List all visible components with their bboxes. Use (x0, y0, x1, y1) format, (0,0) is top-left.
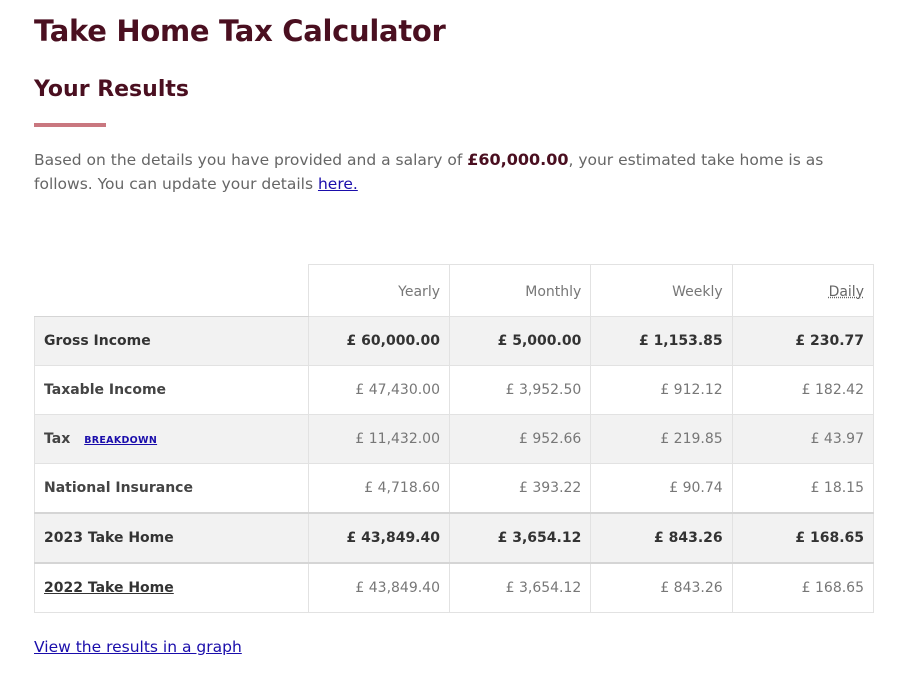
cell-yearly: £ 43,849.40 (308, 563, 449, 613)
cell-weekly: £ 90.74 (591, 464, 732, 514)
header-daily (732, 265, 873, 317)
cell-monthly: £ 3,654.12 (450, 513, 591, 563)
cell-daily: £ 168.65 (732, 563, 873, 613)
cell-yearly: £ 11,432.00 (308, 415, 449, 464)
cell-daily: £ 168.65 (732, 513, 873, 563)
cell-weekly: £ 843.26 (591, 563, 732, 613)
cell-weekly: £ 219.85 (591, 415, 732, 464)
intro-middle: , your estimated take home is as follows. You can update your details (34, 151, 824, 193)
row-label: Tax (44, 431, 71, 447)
results-table (34, 264, 874, 613)
row-label-cell (35, 563, 309, 613)
header-weekly: Weekly (591, 265, 732, 317)
cell-yearly: £ 43,849.40 (308, 513, 449, 563)
cell-monthly: £ 3,952.50 (450, 366, 591, 415)
table-row-national-insurance (35, 464, 874, 514)
accent-divider (34, 123, 106, 127)
intro-prefix: Based on the details you have provided and a salary of (34, 151, 468, 169)
cell-monthly: £ 393.22 (450, 464, 591, 514)
table-header-row (35, 265, 874, 317)
cell-yearly: £ 60,000.00 (308, 317, 449, 366)
row-label: Gross Income (35, 317, 309, 366)
cell-yearly: £ 4,718.60 (308, 464, 449, 514)
cell-monthly: £ 3,654.12 (450, 563, 591, 613)
cell-monthly: £ 952.66 (450, 415, 591, 464)
daily-abbr: Daily (828, 284, 864, 300)
update-details-link[interactable]: here. (317, 175, 358, 193)
header-monthly: Monthly (450, 265, 591, 317)
table-row-taxable-income (35, 366, 874, 415)
row-label: 2023 Take Home (35, 513, 309, 563)
table-row-gross-income (35, 317, 874, 366)
table-row-tax (35, 415, 874, 464)
row-label: National Insurance (35, 464, 309, 514)
cell-daily: £ 182.42 (732, 366, 873, 415)
cell-yearly: £ 47,430.00 (308, 366, 449, 415)
header-yearly: Yearly (308, 265, 449, 317)
cell-weekly: £ 912.12 (591, 366, 732, 415)
results-heading: Your Results (34, 77, 189, 102)
cell-weekly: £ 843.26 (591, 513, 732, 563)
row-label-cell (35, 415, 309, 464)
view-graph-link[interactable]: View the results in a graph (34, 638, 242, 656)
cell-monthly: £ 5,000.00 (450, 317, 591, 366)
page-title: Take Home Tax Calculator (34, 14, 446, 48)
salary-value: £60,000.00 (467, 150, 569, 169)
cell-daily: £ 18.15 (732, 464, 873, 514)
table-row-2023-take-home (35, 513, 874, 563)
table-row-2022-take-home (35, 563, 874, 613)
tax-breakdown-link[interactable]: BREAKDOWN (84, 435, 158, 446)
cell-daily: £ 230.77 (732, 317, 873, 366)
cell-weekly: £ 1,153.85 (591, 317, 732, 366)
cell-daily: £ 43.97 (732, 415, 873, 464)
previous-year-link[interactable]: 2022 Take Home (44, 580, 174, 596)
row-label: Taxable Income (35, 366, 309, 415)
intro-text (34, 148, 884, 196)
header-blank-cell (35, 265, 309, 317)
